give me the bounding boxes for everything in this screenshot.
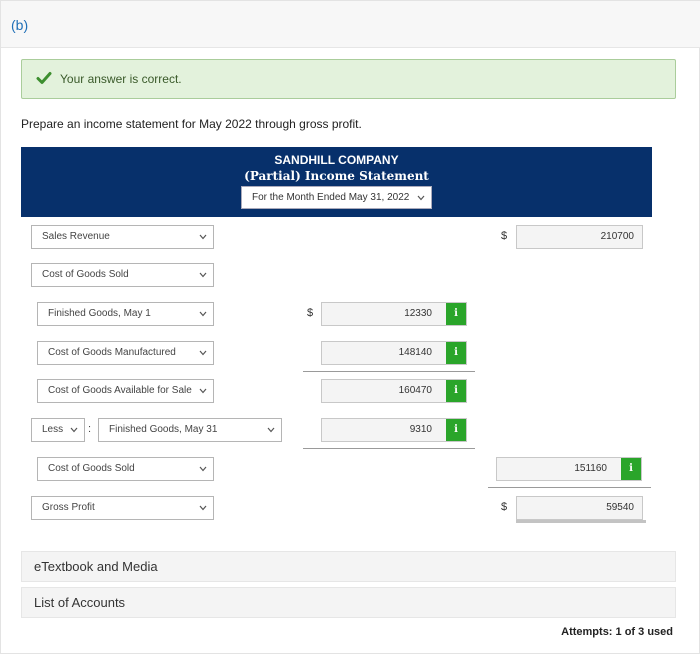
part-header: [1, 1, 700, 48]
company-name: SANDHILL COMPANY: [274, 153, 399, 167]
finished-goods-may1-dollar-sign: $: [307, 307, 314, 319]
period-value: For the Month Ended May 31, 2022: [252, 192, 410, 203]
finished-goods-may31-dropdown[interactable]: [98, 418, 282, 442]
gross-profit-label: Gross Profit: [42, 502, 95, 513]
correct-answer-banner: [21, 59, 676, 99]
chevron-down-icon: [199, 311, 207, 317]
cogs-total-dropdown[interactable]: [37, 457, 214, 481]
etextbook-media-label: eTextbook and Media: [34, 559, 158, 574]
sales-revenue-amount-input[interactable]: [516, 225, 643, 249]
chevron-down-icon: [199, 388, 207, 394]
attempts-counter: Attempts: 1 of 3 used: [561, 626, 673, 638]
cogs-total-amount: 151160: [574, 463, 607, 474]
total-rule: [488, 487, 651, 488]
chevron-down-icon: [199, 234, 207, 240]
chevron-down-icon: [199, 272, 207, 278]
cogs-total-amount-input[interactable]: [496, 457, 642, 481]
cogs-total-label: Cost of Goods Sold: [48, 463, 135, 474]
cogm-amount: 148140: [398, 347, 432, 358]
finished-goods-may31-amount-input[interactable]: [321, 418, 467, 442]
finished-goods-may1-label: Finished Goods, May 1: [48, 308, 151, 319]
cogm-label: Cost of Goods Manufactured: [48, 347, 176, 358]
subtotal-rule: [303, 371, 475, 372]
instruction-text: Prepare an income statement for May 2022 through gross profit.: [21, 117, 362, 131]
list-of-accounts-label: List of Accounts: [34, 595, 126, 610]
finished-goods-may1-amount: 12330: [404, 308, 432, 319]
info-icon[interactable]: i: [446, 419, 466, 441]
less-operator-label: Less: [42, 424, 64, 435]
finished-goods-may1-amount-input[interactable]: [321, 302, 467, 326]
chevron-down-icon: [199, 466, 207, 472]
chevron-down-icon: [267, 427, 275, 433]
less-operator-dropdown[interactable]: [31, 418, 85, 442]
double-underline: [516, 520, 646, 523]
finished-goods-may31-amount: 9310: [409, 424, 432, 435]
period-dropdown[interactable]: [241, 186, 432, 209]
cogas-amount: 160470: [398, 385, 432, 396]
cogas-dropdown[interactable]: [37, 379, 214, 403]
finished-goods-may31-label: Finished Goods, May 31: [109, 424, 218, 435]
chevron-down-icon: [199, 505, 207, 511]
checkmark-icon: [36, 70, 52, 86]
info-icon[interactable]: i: [446, 303, 466, 325]
cogs-heading-label: Cost of Goods Sold: [42, 269, 129, 280]
finished-goods-may1-dropdown[interactable]: [37, 302, 214, 326]
list-of-accounts-accordion[interactable]: [21, 587, 676, 618]
gross-profit-dropdown[interactable]: [31, 496, 214, 520]
chevron-down-icon: [70, 427, 78, 433]
sales-revenue-dollar-sign: $: [501, 230, 508, 242]
correct-message: Your answer is correct.: [60, 72, 182, 86]
chevron-down-icon: [417, 195, 425, 201]
cogas-label: Cost of Goods Available for Sale: [48, 385, 192, 396]
info-icon[interactable]: i: [446, 342, 466, 364]
cogm-amount-input[interactable]: [321, 341, 467, 365]
sales-revenue-amount: 210700: [600, 231, 634, 242]
info-icon[interactable]: i: [621, 458, 641, 480]
sales-revenue-dropdown[interactable]: [31, 225, 214, 249]
cogm-dropdown[interactable]: [37, 341, 214, 365]
cogs-heading-dropdown[interactable]: [31, 263, 214, 287]
gross-profit-dollar-sign: $: [501, 501, 508, 513]
info-icon[interactable]: i: [446, 380, 466, 402]
gross-profit-amount: 59540: [606, 502, 634, 513]
less-colon: :: [88, 423, 92, 435]
subtotal-rule: [303, 448, 475, 449]
sales-revenue-label: Sales Revenue: [42, 231, 110, 242]
cogas-amount-input[interactable]: [321, 379, 467, 403]
gross-profit-amount-input[interactable]: [516, 496, 643, 520]
part-label: (b): [11, 17, 29, 33]
etextbook-media-accordion[interactable]: [21, 551, 676, 582]
statement-title: (Partial) Income Statement: [244, 169, 429, 183]
chevron-down-icon: [199, 350, 207, 356]
